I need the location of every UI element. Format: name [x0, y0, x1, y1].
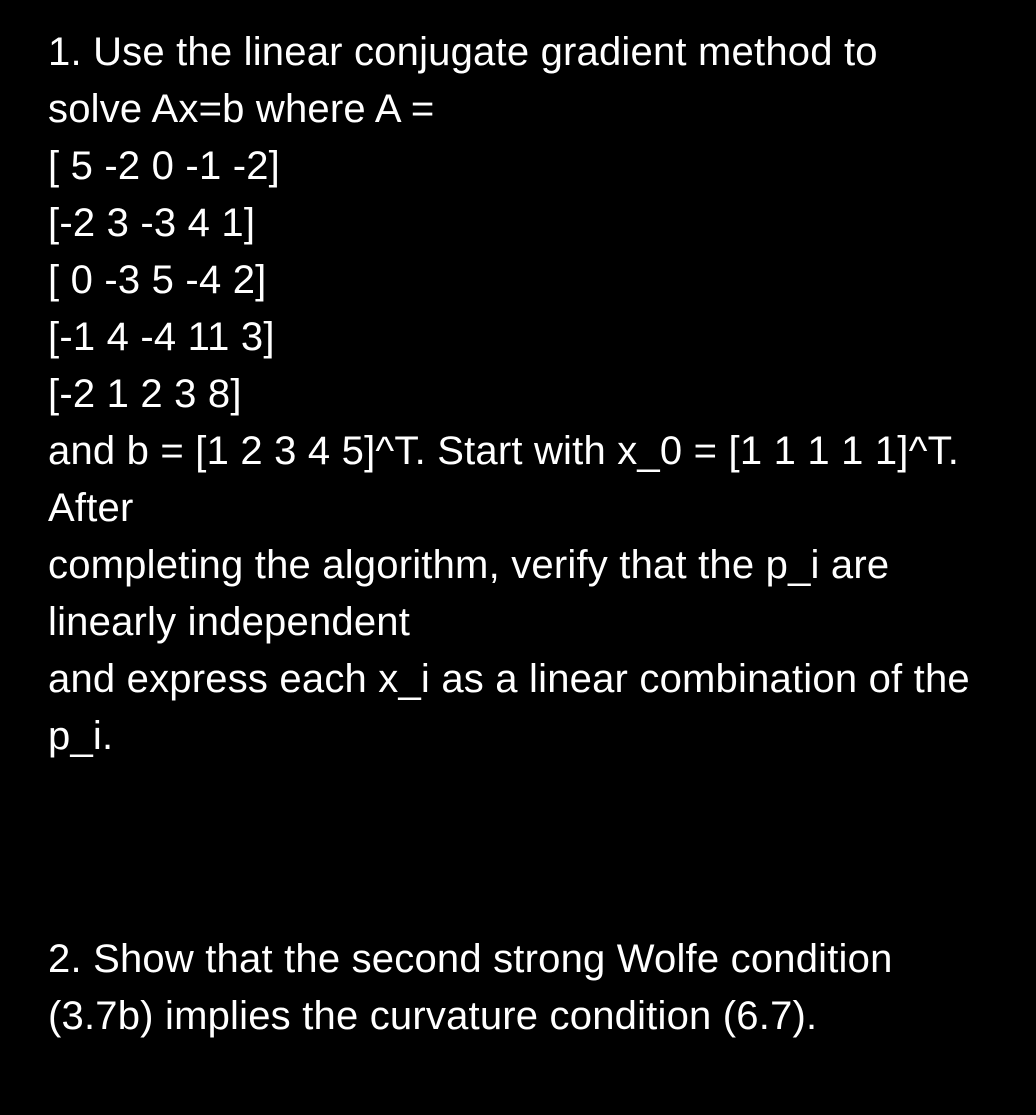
problem-2-line: 2. Show that the second strong Wolfe condition [48, 937, 893, 981]
matrix-row: [-2 1 2 3 8] [48, 372, 242, 416]
problem-1-line: solve Ax=b where A = [48, 87, 435, 131]
problem-1-line: After [48, 486, 134, 530]
matrix-row: [ 5 -2 0 -1 -2] [48, 144, 280, 188]
problem-1-line: and b = [1 2 3 4 5]^T. Start with x_0 = [1 1 1 1 1]^T. [48, 429, 960, 473]
problem-1-line: 1. Use the linear conjugate gradient method to [48, 30, 878, 74]
problem-2-line: (3.7b) implies the curvature condition (6.7). [48, 994, 818, 1038]
problem-1-line: linearly independent [48, 600, 411, 644]
matrix-row: [-2 3 -3 4 1] [48, 201, 256, 245]
matrix-row: [-1 4 -4 11 3] [48, 315, 275, 359]
matrix-row: [ 0 -3 5 -4 2] [48, 258, 267, 302]
problem-1-line: and express each x_i as a linear combination of the [48, 657, 970, 701]
problem-1-line: completing the algorithm, verify that the p_i are [48, 543, 890, 587]
problem-1-line: p_i. [48, 714, 114, 758]
problem-2 [48, 931, 1018, 1045]
problem-1 [48, 24, 1018, 765]
